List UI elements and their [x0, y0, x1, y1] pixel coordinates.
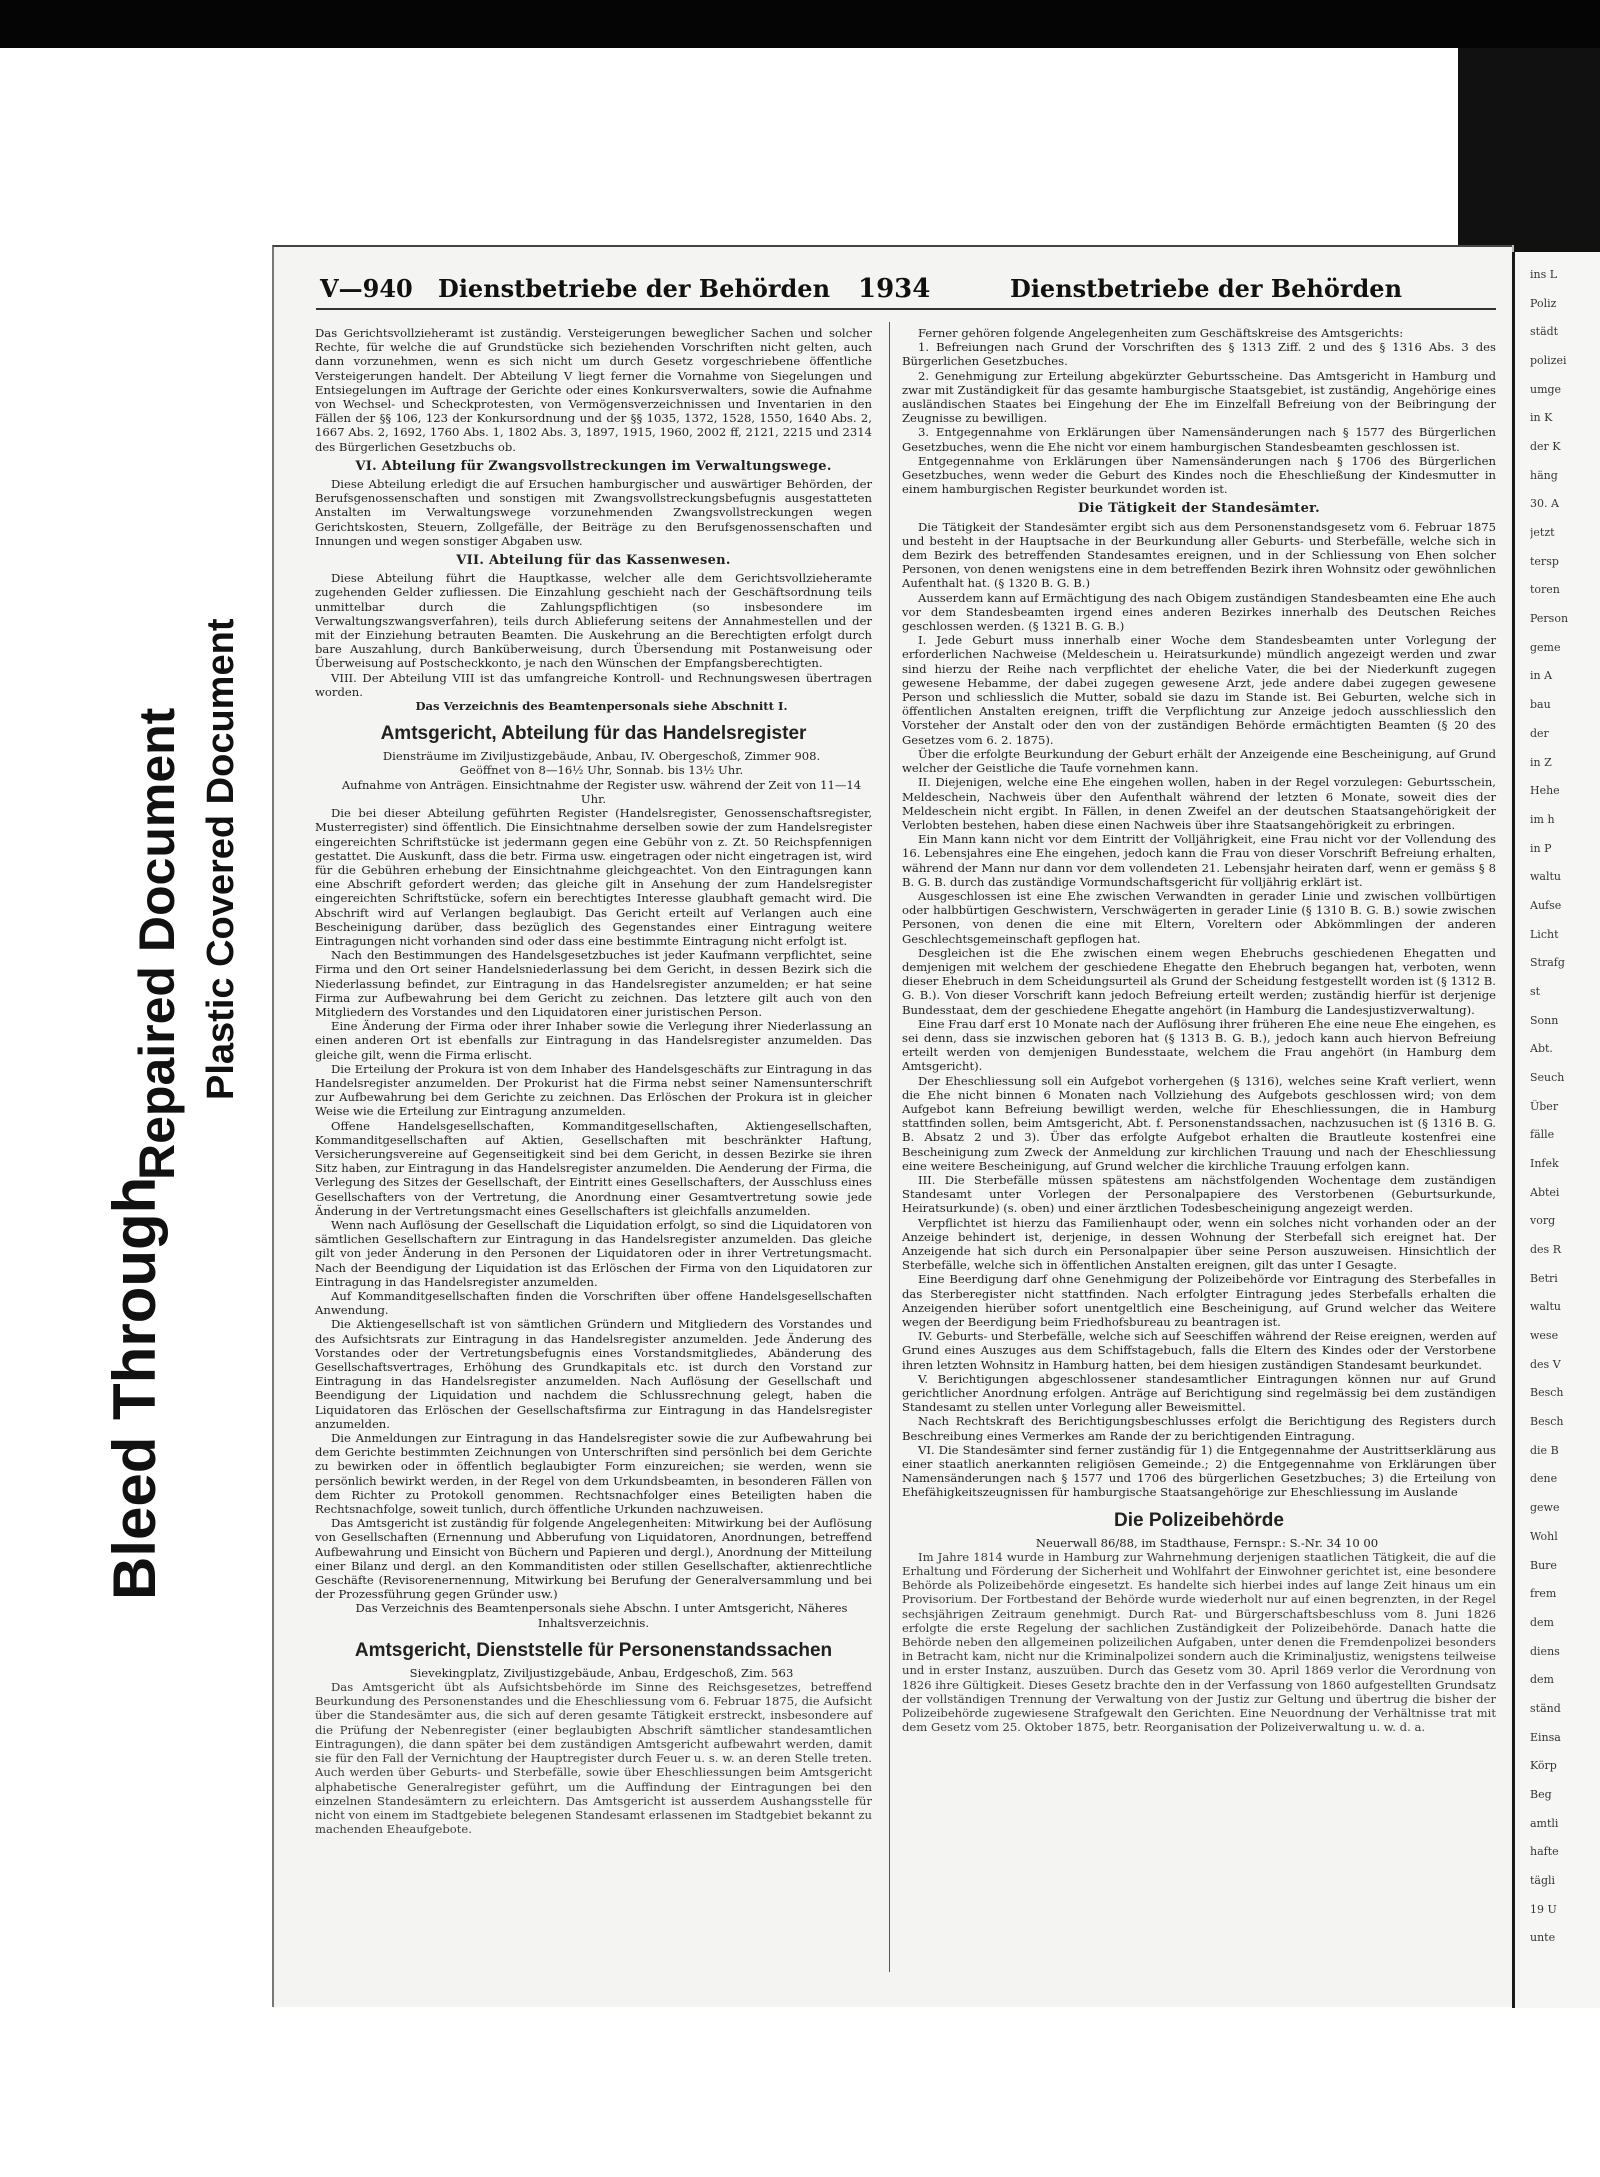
- adjacent-page-fragment: Person: [1530, 612, 1569, 626]
- running-title-left: Dienstbetriebe der Behörden: [438, 274, 831, 303]
- adjacent-page-fragment: vorg: [1530, 1214, 1556, 1228]
- adjacent-page-fragment: wese: [1530, 1329, 1559, 1343]
- standesamt-paragraph: Eine Beerdigung darf ohne Genehmigung der Polizeibehörde vor Eintragung des Sterbefalles in das Sterberegister nicht stattfinden. Nach erfolgter Eintragung jedes Sterbefalls erhalten die Anzeigenden hierüber sofort unentgeltlich eine Bescheinigung, auf Grund welcher das Weitere wegen der Beerdigung beim Friedhofsbureau zu beantragen ist.: [902, 1272, 1496, 1330]
- adjacent-page-fragment: des R: [1530, 1243, 1561, 1257]
- adjacent-page-fragment: unte: [1530, 1931, 1556, 1945]
- polizei-address: Neuerwall 86/88, im Stadthause, Fernspr.: S.-Nr. 34 10 00: [1035, 1535, 1379, 1550]
- adjacent-page-fragment: der K: [1530, 440, 1561, 454]
- adjacent-page-fragment: des V: [1530, 1357, 1561, 1371]
- page-reference: V—940: [320, 274, 413, 303]
- standesamt-paragraph: Desgleichen ist die Ehe zwischen einem wegen Ehebruchs geschiedenen Ehegatten und demjenigen mit welchem der geschiedene Ehegatte den Ehebruch begangen hat, verboten, wenn dieser Ehebruch in dem Scheidungsurteil als Grund der Scheidung festgestellt worden ist (§ 1312 B. G. B.). Von dieser Vorschrift kann jedoch Befreiung erteilt werden; zuständig hierfür ist derjenige Bundesstaat, dem der geschiedene Ehegatte angehört (in Hamburg die Landesjustizverwaltung).: [902, 945, 1496, 1017]
- adjacent-page-fragment: hafte: [1530, 1845, 1559, 1859]
- handelsregister-intake: Aufnahme von Anträgen. Einsichtnahme der Register usw. während der Zeit von 11—14 Uhr.: [341, 777, 862, 806]
- standesamt-paragraph: Nach Rechtskraft des Berichtigungsbeschlusses erfolgt die Berichtigung des Registers durch Beschreibung eines Vermerkes am Rande der zu berichtigenden Eintragung.: [902, 1414, 1496, 1443]
- amtsgericht-item: Entgegennahme von Erklärungen über Namensänderungen nach § 1706 des Bürgerlichen Gesetzbuches, wenn weder die Geburt des Kindes noch die Eheschließung der Kindesmutter in einem hamburgischen Register beurkundet worden ist.: [902, 453, 1496, 497]
- verzeichnis-note-1: Das Verzeichnis des Beamtenpersonals siehe Abschnitt I.: [415, 699, 788, 714]
- adjacent-page-fragment: Beg: [1530, 1787, 1552, 1801]
- adjacent-page-fragment: waltu: [1530, 870, 1561, 884]
- handelsregister-paragraph: Offene Handelsgesellschaften, Kommanditgesellschaften, Aktiengesellschaften, Kommanditgesellschaften auf Aktien, Gesellschaften mit beschränkter Haftung, Versicherungsvereine auf Gegenseitigkeit sind bei dem Gericht, in dessen Bezirke sie ihren Sitz haben, zur Eintragung in das Handelsregister anzumelden. Die Aenderung der Firma, die Verlegung des Sitzes der Gesellschaft, der Eintritt eines Gesellschafters, der Ausschluss eines Gesellschafters von der Vertretung, die Anordnung einer Gesamtvertretung sowie jede Änderung in der Vertretungsmacht eines Gesellschafters ist gleichfalls anzumelden.: [315, 1118, 872, 1218]
- adjacent-page-fragment: dem: [1530, 1673, 1554, 1687]
- adjacent-page-fragment: Einsa: [1530, 1730, 1561, 1744]
- adjacent-page-fragment: dem: [1530, 1615, 1554, 1629]
- personenstand-address: Sievekingplatz, Ziviljustizgebäude, Anbau, Erdgeschoß, Zim. 563: [409, 1665, 794, 1680]
- adjacent-page-fragment: Körp: [1530, 1759, 1557, 1773]
- adjacent-page-fragment: Licht: [1530, 927, 1559, 941]
- handelsregister-paragraphs: [315, 806, 872, 1601]
- section-heading-vii: VII. Abteilung für das Kassenwesen.: [456, 553, 731, 569]
- adjacent-page-fragment: Sonn: [1530, 1013, 1559, 1027]
- section-heading-vi: VI. Abteilung für Zwangsvollstreckungen im Verwaltungswege.: [355, 458, 832, 474]
- adjacent-page-fragment: Aufse: [1530, 898, 1562, 912]
- adjacent-page-fragment: häng: [1530, 468, 1558, 482]
- adjacent-page-fragment: Strafg: [1530, 956, 1565, 970]
- verzeichnis-note-2: Das Verzeichnis des Beamtenpersonals siehe Abschn. I unter Amtsgericht, Näheres Inhaltsverzeichnis.: [355, 1601, 848, 1630]
- standesamt-paragraph: Ausserdem kann auf Ermächtigung des nach Obigem zuständigen Standesbeamten eine Ehe auch vor dem Standesbeamten irgend eines anderen Bezirkes innerhalb des Deutschen Reiches geschlossen werden. (§ 1321 B. G. B.): [902, 590, 1496, 634]
- standesamt-heading: Die Tätigkeit der Standesämter.: [1078, 501, 1320, 517]
- page-year: 1934: [858, 274, 931, 304]
- adjacent-page-fragment: amtli: [1530, 1816, 1559, 1830]
- standesamt-paragraph: Ausgeschlossen ist eine Ehe zwischen Verwandten in gerader Linie und zwischen vollbürtigen oder halbbürtigen Geschwistern, Verschwägerten in gerader Linie (§ 1310 B. G. B.) sowie zwischen Personen, von denen die eine mit Eltern, Voreltern oder Abkömmlingen der anderen Geschlechtsgemeinschaft gepflogen hat.: [902, 888, 1496, 946]
- handelsregister-paragraph: Nach den Bestimmungen des Handelsgesetzbuches ist jeder Kaufmann verpflichtet, seine Firma und den Ort seiner Handelsniederlassung bei dem Gericht, in dessen Bezirk sich die Niederlassung befindet, zur Eintragung in das Handelsregister anzumelden; er hat seine Firma zur Aufbewahrung bei dem Gericht zu zeichnen. Das letztere gilt auch von den Mitgliedern des Vorstandes und den Liquidatoren einer juristischen Person.: [315, 948, 872, 1019]
- standesamt-paragraphs: [902, 520, 1496, 1500]
- adjacent-page-fragment: tägli: [1530, 1873, 1556, 1887]
- adjacent-page-fragment: Besch: [1530, 1415, 1564, 1429]
- handelsregister-hours: Geöffnet von 8—16½ Uhr, Sonnab. bis 13½ Uhr.: [459, 763, 744, 778]
- adjacent-page-fragment: st: [1530, 984, 1541, 998]
- amtsgericht-items: [902, 340, 1496, 496]
- adjacent-page-fragment: der: [1530, 726, 1549, 740]
- standesamt-paragraph: VI. Die Standesämter sind ferner zuständig für 1) die Entgegennahme der Austrittserklärung aus einer staatlich anerkannten religiösen Gemeinde.; 2) die Entgegennahme von Erklärungen über Namensänderungen nach § 1577 und 1706 des bürgerlichen Gesetzbuches; 3) die Erteilung von Ehefähigkeitszeugnissen für hamburgische Staatsangehörige zur Eheschliessung im Auslande: [902, 1442, 1496, 1500]
- adjacent-page-fragment: 19 U: [1530, 1902, 1557, 1916]
- header-rule: [316, 308, 1496, 310]
- adjacent-page-fragment: umge: [1530, 382, 1562, 396]
- standesamt-paragraph: III. Die Sterbefälle müssen spätestens am nächstfolgenden Wochentage dem zuständigen Standesamt unter Vorlegen der Personalpapiere des Verstorbenen (Geburtsurkunde, Heiratsurkunde) (s. oben) und einer ärztlichen Todesbescheinigung angezeigt werden.: [902, 1172, 1496, 1216]
- adjacent-page-fragment: ins L: [1530, 268, 1558, 281]
- handelsregister-paragraph: Die Aktiengesellschaft ist von sämtlichen Gründern und Mitgliedern des Vorstandes und des Aufsichtsrats zur Eintragung in das Handelsregister anzumelden. Jede Änderung des Vorstandes oder der Vertretungsbefugnis eines Vorstandsmitgliedes, Abänderung des Gesellschaftsvertrages, Erhöhung des Grundkapitals etc. ist durch den Vorstand zur Eintragung in das Handelsregister anzumelden. Nach Auflösung der Gesellschaft und Beendigung der Liquidation und nachdem die Schlussrechnung gelegt, haben die Liquidatoren das Erlöschen der Gesellschaftsfirma zur Eintragung in das Handelsregister anzumelden.: [315, 1317, 872, 1431]
- scan-border-top: [0, 0, 1600, 48]
- adjacent-page-fragment: waltu: [1530, 1300, 1561, 1314]
- personenstand-title: Amtsgericht, Dienststelle für Personenstandssachen: [354, 1639, 833, 1661]
- adjacent-page-fragment: Infek: [1530, 1157, 1559, 1171]
- adjacent-page-fragment: fälle: [1530, 1128, 1555, 1142]
- adjacent-page-fragment: in P: [1530, 841, 1552, 855]
- polizei-title: Die Polizeibehörde: [1114, 1509, 1284, 1531]
- section-text-vi: Diese Abteilung erledigt die auf Ersuchen hamburgischer und auswärtiger Behörden, der Berufsgenossenschaften und sonstigen mit Zwangsvollstreckungsbefugnis ausgestatteten Anstalten im Verwaltungswege vorzunehmenden Zwangsvollstreckungen wegen Gerichtskosten, Steuern, Zollgefälle, der Beiträge zu den Berufsgenossenschaften und Innungen und wegen sonstiger Abgaben usw.: [315, 477, 872, 548]
- standesamt-paragraph: I. Jede Geburt muss innerhalb einer Woche dem Standesbeamten unter Vorlegung der erforderlichen Nachweise (Meldeschein u. Heiratsurkunde) mündlich angezeigt werden und zwar sind hierzu der Reihe nach verpflichtet der eheliche Vater, die bei der Niederkunft zugegen gewesene Hebamme, der dabei zugegen gewesene Arzt, jede andere dabei zugegen gewesene Person und schliesslich die Mutter, sobald sie dazu im Stande ist. Bei Geburten, welche sich in öffentlichen Anstalten ereignen, trifft die Verpflichtung zur Anzeige jedoch ausschliesslich den Vorsteher der Anstalt oder den von der zuständigen Behörde ermächtigten Beamten (§ 20 des Gesetzes vom 6. 2. 1875).: [902, 633, 1496, 747]
- adjacent-page-fragment: in K: [1530, 411, 1553, 425]
- adjacent-page-fragment: gewe: [1530, 1501, 1560, 1515]
- amtsgericht-item: 1. Befreiungen nach Grund der Vorschriften des § 1313 Ziff. 2 und des § 1316 Abs. 3 des Bürgerlichen Gesetzbuches.: [902, 340, 1496, 369]
- standesamt-paragraph: IV. Geburts- und Sterbefälle, welche sich auf Seeschiffen während der Reise ereignen, werden auf Grund eines Auszuges aus dem Schiffstagebuch, falls die Eltern des Kindes oder der Verstorbene ihren letzten Wohnsitz in Hamburg hatten, bei dem hiesigen zuständigen Standesamt beurkundet.: [902, 1329, 1497, 1372]
- personenstand-text: Das Amtsgericht übt als Aufsichtsbehörde im Sinne des Reichsgesetzes, betreffend Beurkundung des Personenstandes und die Eheschliessung vom 6. Februar 1875, die Aufsicht über die Standesämter aus, die sich auf deren gesamte Tätigkeit erstreckt, insbesondere auf die Prüfung der Nebenregister (einer beglaubigten Abschrift sämtlicher standesamtlichen Eintragungen), die dann später bei dem zuständigen Amtsgericht aufbewahrt werden, damit sie für den Fall der Vernichtung der Hauptregister durch Feuer u. s. w. an deren Stelle treten. Auch werden über Geburts- und Sterbefälle, sowie über Eheschliessungen beim Amtsgericht alphabetische Generalregister geführt, um die Auffindung der Eintragungen bei den einzelnen Standesämtern zu erleichtern. Das Amtsgericht ist ausserdem Aushangsstelle für nicht von einem im Stadtgebiete belegenen Standesamt erlassenen im Stadtgebiet bekannt zu machenden Eheaufgebote.: [315, 1680, 872, 1837]
- amtsgericht-item: 3. Entgegennahme von Erklärungen über Namensänderungen nach § 1577 des Bürgerlichen Gesetzbuches, wenn die Ehe nicht vor einem hamburgischen Standesbeamten geschlossen ist.: [902, 425, 1496, 454]
- handelsregister-title: Amtsgericht, Abteilung für das Handelsregister: [380, 723, 807, 745]
- adjacent-page-fragment: jetzt: [1530, 526, 1555, 540]
- standesamt-paragraph: Der Eheschliessung soll ein Aufgebot vorhergehen (§ 1316), welches seine Kraft verliert, wenn die Ehe nicht binnen 6 Monaten nach Vollziehung des Aufgebots geschlossen wird; von dem Aufgebot kann Befreiung bewilligt werden, welche für Eheschliessungen, die in Hamburg stattfinden sollen, beim Amtsgericht, Abt. f. Personenstandssachen, nachzusuchen ist (§ 1316 B. G. B. Absatz 2 und 3). Über das erfolgte Aufgebot erhalten die Brautleute kostenfrei eine Bescheinigung zum Zweck der Anmeldung zur kirchlichen Trauung und nach der Eheschliessung eine weitere Bescheinigung, auf Grund welcher die kirchliche Trauung erfolgen kann.: [902, 1073, 1496, 1173]
- right-column: [902, 326, 1496, 1735]
- adjacent-page-fragment: Hehe: [1530, 784, 1560, 798]
- column-divider: [889, 322, 890, 1972]
- amtsgericht-item: 2. Genehmigung zur Erteilung abgekürzter Geburtsscheine. Das Amtsgericht in Hamburg und zwar mit Zuständigkeit für das gesamte hamburgische Staatsgebiet, ist zuständig, Angehörige eines ausländischen Staates bei Eingehung der Ehe im Einzelfall Befreiung von der Beibringung der Zeugnisse zu bewilligen.: [902, 368, 1496, 426]
- adjacent-page-fragment: dene: [1530, 1472, 1558, 1486]
- adjacent-page-fragment: toren: [1530, 583, 1560, 597]
- adjacent-page-fragment: geme: [1530, 640, 1561, 654]
- adjacent-page-fragment: polizei: [1530, 354, 1567, 368]
- adjacent-page-fragment: 30. A: [1530, 497, 1559, 511]
- adjacent-page-fragment: tersp: [1530, 554, 1559, 568]
- adjacent-page-fragment: bau: [1530, 698, 1551, 712]
- adjacent-page-fragment: Besch: [1530, 1386, 1564, 1400]
- adjacent-page-fragment: städt: [1530, 325, 1559, 339]
- amtsgericht-intro: Ferner gehören folgende Angelegenheiten zum Geschäftskreise des Amtsgerichts:: [918, 326, 1404, 340]
- adjacent-page-fragment: Poliz: [1530, 296, 1557, 310]
- adjacent-page-fragment: Über: [1530, 1099, 1559, 1113]
- adjacent-page-fragment: frem: [1530, 1587, 1557, 1601]
- standesamt-paragraph: Über die erfolgte Beurkundung der Geburt erhält der Anzeigende eine Bescheinigung, auf Grund welcher der Geistliche die Taufe vornehmen kann.: [902, 746, 1496, 776]
- handelsregister-paragraph: Die bei dieser Abteilung geführten Register (Handelsregister, Genossenschaftsregister, Musterregister) sind öffentlich. Die Einsichtnahme derselben sowie der zum Handelsregister eingereichten Schriftstücke ist jedermann gegen eine Gebühr von z. Zt. 50 Reichspfennigen gestattet. Die Auskunft, dass die betr. Firma usw. eingetragen oder nicht eingetragen ist, wird für die Gebühren erhebung der Einsichtnahme gleichgeachtet. Von den Eintragungen kann eine Abschrift gefordert werden; das gleiche gilt in Ansehung der zum Handelsregister eingereichten Schriftstücke, sofern ein berechtigtes Interesse glaubhaft gemacht wird. Die Abschrift wird auf Verlangen beglaubigt. Das Gericht erteilt auf Verlangen auch eine Bescheinigung darüber, dass bezüglich des Gegenstandes einer Eintragung weitere Eintragungen nicht vorhanden sind oder dass eine bestimmte Eintragung nicht erfolgt ist.: [315, 806, 872, 948]
- running-title-right: Dienstbetriebe der Behörden: [1010, 274, 1403, 303]
- polizei-text: Im Jahre 1814 wurde in Hamburg zur Wahrnehmung derjenigen staatlichen Tätigkeit, die auf die Erhaltung und Förderung der Sicherheit und Wohlfahrt der Einwohner gerichtet ist, eine besondere Behörde als Polizeibehörde eingesetzt. Es handelte sich hierbei indes auf lange Zeit hinaus um ein Provisorium. Der Fortbestand der Behörde wurde wiederholt nur auf einen begrenzten, in der Regel sechsjährigen Zeitraum genehmigt. Durch Rat- und Bürgerschaftsbeschluss vom 8. Juni 1826 erfolgte die erste Regelung der sachlichen Zuständigkeit der Polizeibehörde. Danach hatte die Behörde neben den allgemeinen polizeilichen Aufgaben, unter denen die Fremdenpolizei besonders in Betracht kam, nicht nur die Kriminalpolizei sondern auch die Kriminaljustiz, wenigstens teilweise und in erster Instanz, auszuüben. Durch das Gesetz vom 30. April 1869 verlor die Verordnung von 1826 ihre Gültigkeit. Dieses Gesetz brachte den in der Verfassung von 1860 aufgestellten Grundsatz der vollständigen Trennung der Verwaltung von der Justiz zur Geltung und übertrug die bisher der Polizeibehörde zugewiesene Strafgewalt den Gerichten. Eine Neuordnung der Verhältnisse trat mit dem Gesetz vom 25. Oktober 1875, betr. Reorganisation der Polizeiverwaltung u. w. d. a.: [902, 1549, 1496, 1735]
- standesamt-paragraph: II. Diejenigen, welche eine Ehe eingehen wollen, haben in der Regel vorzulegen: Geburtsschein, Meldeschein, Nachweis über den Aufenthalt während der letzten 6 Monate, soweit dies der Meldeschein nicht ergibt. In Fällen, in denen Zweifel an der deutschen Staatsangehörigkeit der Verlobten bestehen, haben diese einen Nachweis über ihre Staatsangehörigkeit zu erbringen.: [902, 775, 1496, 832]
- handelsregister-paragraph: Die Anmeldungen zur Eintragung in das Handelsregister sowie die zur Aufbewahrung bei dem Gerichte bestimmten Zeichnungen von Unterschriften sind persönlich bei dem Gerichte zu bewirken oder in öffentlich beglaubigter Form einzureichen; sie werden, wenn sie persönlich bewirkt werden, in der Regel von dem Urkundsbeamten, in besonderen Fällen von dem Richter zu Protokoll genommen. Rechtsnachfolger eines Beteiligten haben die Rechtsnachfolge, soweit tunlich, durch öffentliche Urkunden nachzuweisen.: [315, 1431, 872, 1517]
- handelsregister-address: Diensträume im Ziviljustizgebäude, Anbau, IV. Obergeschoß, Zimmer 908.: [382, 749, 821, 764]
- label-bleed-through: Bleed Through: [101, 1176, 168, 1600]
- standesamt-paragraph: Eine Frau darf erst 10 Monate nach der Auflösung ihrer früheren Ehe eine neue Ehe eingehen, es sei denn, dass sie inzwischen geboren hat (§ 1313 B. G. B.), jedoch kann auch hiervon Befreiung erteilt werden von demjenigen Bundesstaate, welchem die Frau angehört (in Hamburg dem Amtsgericht).: [902, 1016, 1496, 1074]
- adjacent-page-fragment: Bure: [1530, 1558, 1557, 1572]
- adjacent-page-fragment: ständ: [1530, 1701, 1561, 1715]
- gerichtsvollzieher-intro: Das Gerichtsvollzieheramt ist zuständig. Versteigerungen beweglicher Sachen und solcher Rechte, für welche die auf Grundstücke sich beziehenden Vorschriften nicht gelten, auch dann vorzunehmen, wenn es sich nicht um durch Gesetz vorgeschriebene öffentliche Versteigerungen handelt. Der Abteilung V liegt ferner die Vornahme von Siegelungen und Entsiegelungen im Auftrage der Gerichte oder eines Konkursverwalters, sowie die Aufnahme von Wechsel- und Scheckprotesten, von Vermögensverzeichnissen und Inventarien in den Fällen der §§ 106, 123 der Konkursordnung und der §§ 1035, 1372, 1528, 1550, 1640 Abs. 2, 1667 Abs. 2, 1692, 1760 Abs. 1, 1802 Abs. 3, 1897, 1915, 1960, 2002 ff, 2121, 2215 und 2314 des Bürgerlichen Gesetzbuchs ob.: [315, 326, 872, 454]
- label-plastic-covered: Plastic Covered Document: [200, 618, 242, 1100]
- adjacent-page-fragment: Abt.: [1530, 1042, 1553, 1056]
- standesamt-paragraph: V. Berichtigungen abgeschlossener standesamtlicher Eintragungen können nur auf Grund gerichtlicher Anordnung erfolgen. Anträge auf Berichtigung sind regelmässig bei dem zuständigen Standesamt zu stellen unter Vorlegung aller Beweismittel.: [902, 1371, 1496, 1415]
- adjacent-page-fragment: Wohl: [1530, 1529, 1558, 1543]
- adjacent-page-fragment: Betri: [1530, 1271, 1558, 1285]
- section-text-vii: Diese Abteilung führt die Hauptkasse, welcher alle dem Gerichtsvollzieheramte zugehenden Gelder zufliessen. Die Einzahlung geschieht nach der Geschäftsordnung teils unmittelbar durch die Zahlungspflichtigen (so insbesondere im Verwaltungszwangsverfahren), teils durch Ablieferung seitens der Annahmestellen und der mit der Einziehung betrauten Beamten. Die Auskehrung an die Berechtigten erfolgt durch bare Auszahlung, durch Banküberweisung, durch Übersendung mit Postanweisung oder Überweisung auf Postscheckkonto, je nach den Wünschen der Empfangsberechtigten.: [315, 571, 872, 671]
- standesamt-paragraph: Verpflichtet ist hierzu das Familienhaupt oder, wenn ein solches nicht vorhanden oder an der Anzeige behindert ist, derjenige, in dessen Wohnung der Sterbefall sich ereignet hat. Der Anzeigende hat sich durch ein Personalpapier über seine Person auszuweisen. Hinsichtlich der Sterbefälle, welche sich in öffentlichen Anstalten ereignen, gilt das unter I Gesagte.: [902, 1215, 1496, 1273]
- scan-border-right: [1458, 48, 1600, 258]
- standesamt-paragraph: Die Tätigkeit der Standesämter ergibt sich aus dem Personenstandsgesetz vom 6. Februar 1875 und besteht in der Hauptsache in der Beurkundung aller Geburts- und Sterbefälle, welche sich in dem Bezirk des betreffenden Standesamtes ereignen, und in der Schliessung von Ehen solcher Personen, von denen wenigstens eine in dem betreffenden Bezirk ihren Wohnsitz oder gewöhnlichen Aufenthalt hat. (§ 1320 B. G. B.): [902, 519, 1496, 591]
- adjacent-page-fragment: die B: [1530, 1443, 1559, 1457]
- label-repaired-document: Repaired Document: [129, 707, 185, 1180]
- handelsregister-paragraph: Die Erteilung der Prokura ist von dem Inhaber des Handelsgeschäfts zur Eintragung in das Handelsregister anzumelden. Der Prokurist hat die Firma nebst seiner Namensunterschrift zur Aufbewahrung bei dem Gerichte zu zeichnen. Das Erlöschen der Prokura ist in gleicher Weise wie die Erteilung zur Eintragung anzumelden.: [315, 1061, 872, 1119]
- handelsregister-paragraph: Auf Kommanditgesellschaften finden die Vorschriften über offene Handelsgesellschaften Anwendung.: [315, 1289, 872, 1318]
- adjacent-page-fragment: im h: [1530, 812, 1555, 826]
- adjacent-page-fragment: Abtei: [1530, 1185, 1560, 1199]
- adjacent-page-fragment: in Z: [1530, 755, 1552, 769]
- left-column: [315, 326, 872, 1836]
- section-text-viii: VIII. Der Abteilung VIII ist das umfangreiche Kontroll- und Rechnungswesen übertragen worden.: [315, 670, 872, 699]
- adjacent-page-fragment: diens: [1530, 1644, 1560, 1658]
- handelsregister-paragraph: Eine Änderung der Firma oder ihrer Inhaber sowie die Verlegung ihrer Niederlassung an einen anderen Ort ist ebenfalls zur Eintragung in das Handelsregister anzumelden. Das gleiche gilt, wenn die Firma erlischt.: [315, 1019, 872, 1062]
- handelsregister-paragraph: Wenn nach Auflösung der Gesellschaft die Liquidation erfolgt, so sind die Liquidatoren von sämtlichen Gesellschaftern zur Eintragung in das Handelsregister anzumelden. Das gleiche gilt von jeder Änderung in den Personen der Liquidatoren oder in ihrer Vertretungsmacht. Nach der Beendigung der Liquidation ist das Erlöschen der Firma von den Liquidatoren zur Eintragung in das Handelsregister anzumelden.: [315, 1217, 872, 1289]
- adjacent-page-fragment: Seuch: [1530, 1070, 1565, 1084]
- standesamt-paragraph: Ein Mann kann nicht vor dem Eintritt der Volljährigkeit, eine Frau nicht vor der Vollendung des 16. Lebensjahres eine Ehe eingehen, jedoch kann die Frau von dieser Vorschrift Befreiung erhalten, während der Mann nur dann vor dem vollendeten 21. Lebensjahr heiraten darf, wenn er gemäss § 8 B. G. B. durch das zuständige Vormundschaftsgericht für volljährig erklärt ist.: [902, 832, 1496, 889]
- handelsregister-paragraph: Das Amtsgericht ist zuständig für folgende Angelegenheiten: Mitwirkung bei der Auflösung von Gesellschaften (Ernennung und Abberufung von Liquidatoren, Anordnungen, betreffend Aufbewahrung und Einsicht von Büchern und Papieren und dergl.), Anordnung der Mitteilung einer Bilanz und dergl. an den Kommanditisten oder stillen Gesellschafter, aktienrechtliche Geschäfte (Revisorenernennung, Mitwirkung bei Berufung der Generalversammlung und bei der Prozessführung gegen Gründer usw.): [315, 1516, 872, 1602]
- adjacent-page-fragment: in A: [1530, 669, 1553, 683]
